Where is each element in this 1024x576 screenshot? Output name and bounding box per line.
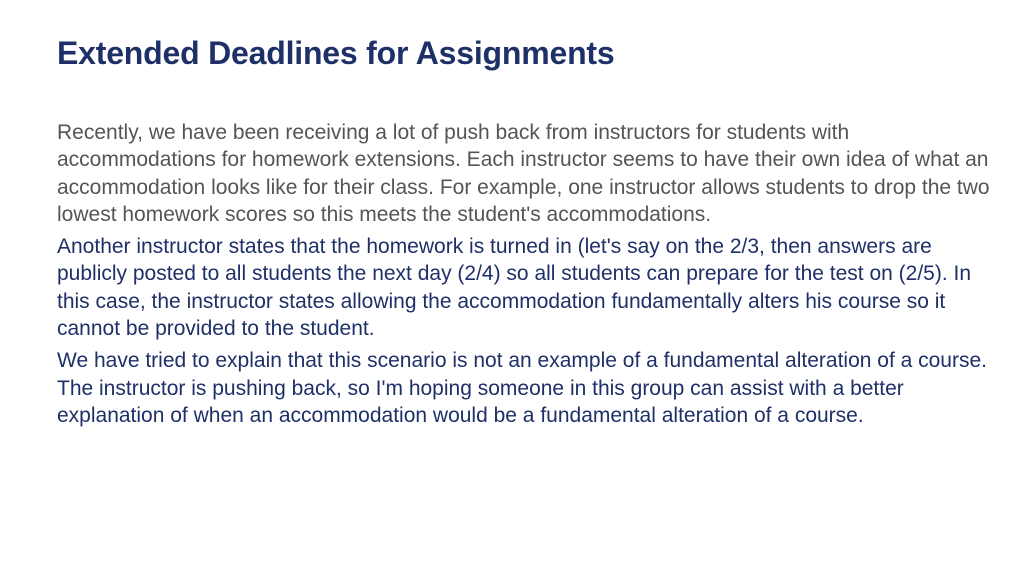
slide-title: Extended Deadlines for Assignments xyxy=(57,35,615,71)
slide-body xyxy=(57,119,992,434)
paragraph-intro: Recently, we have been receiving a lot of push back from instructors for students with accommodations for homework extensions. Each instructor seems to have their own idea of what an accommodation looks like for their class. For example, one instructor allows students to drop the two lowest homework scores so this meets the student's accommodations. xyxy=(57,121,990,226)
paragraph-example: Another instructor states that the homework is turned in (let's say on the 2/3, then answers are publicly posted to all students the next day (2/4) so all students can prepare for the test on (2/5). In this case, the instructor states allowing the accommodation fundamentally alters his course so it cannot be provided to the student. xyxy=(57,235,972,341)
paragraph-request: We have tried to explain that this scenario is not an example of a fundamental alteration of a course. The instructor is pushing back, so I'm hoping someone in this group can assist with a better explanation of when an accommodation would be a fundamental alteration of a course. xyxy=(57,349,987,427)
